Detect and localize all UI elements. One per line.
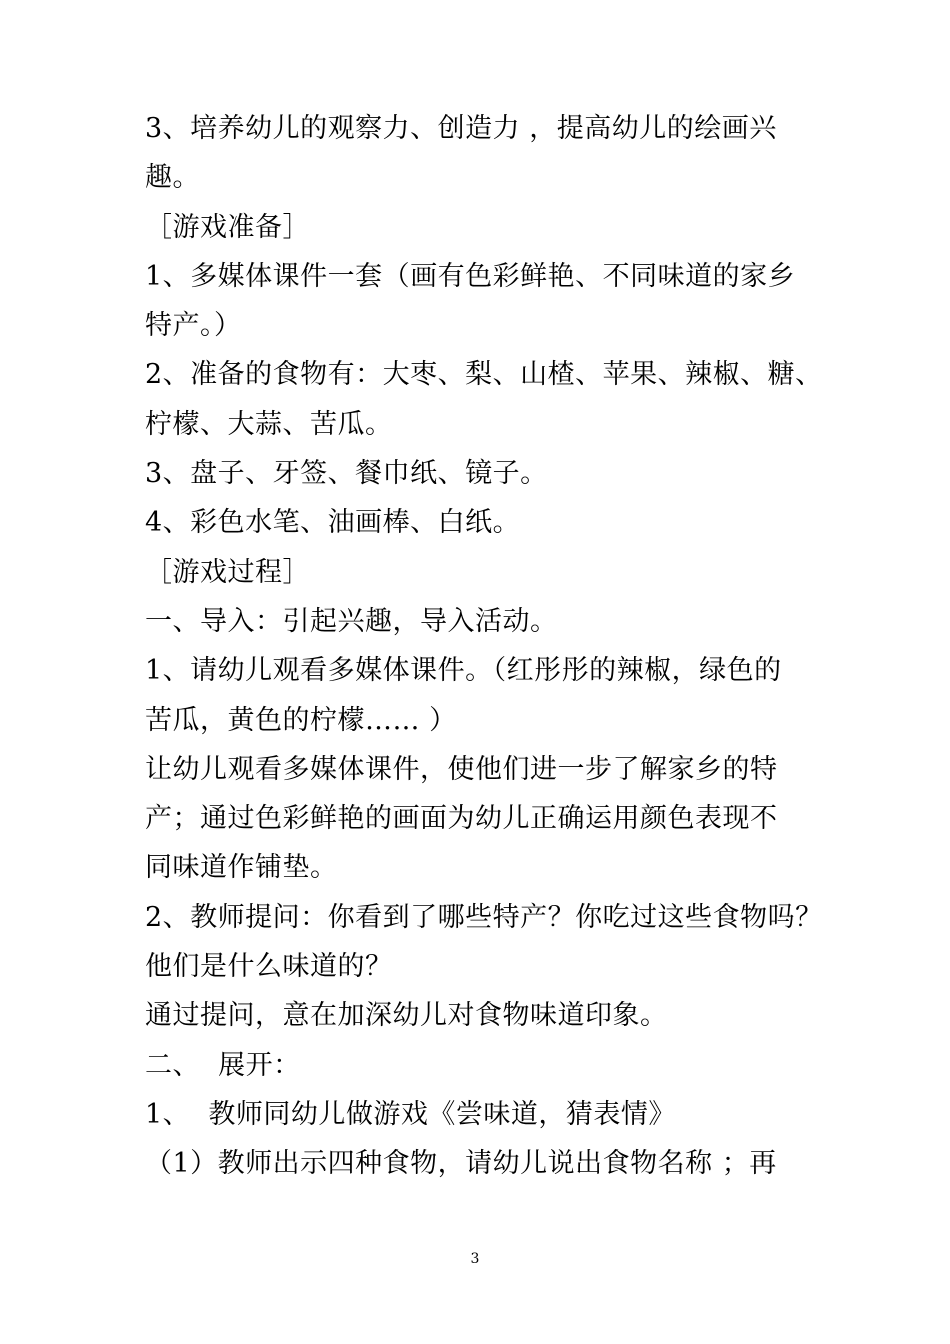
text-line: 苦瓜，黄色的柠檬…… ）: [145, 704, 457, 736]
text-line: 特产。）: [145, 310, 242, 342]
text-line: （1）教师出示四种食物，请幼儿说出食物名称 ；再: [145, 1148, 777, 1180]
document-body: [145, 104, 825, 1189]
text-line: 柠檬、大蒜、苦瓜。: [145, 408, 393, 440]
section-heading-game-process: ［游戏过程］: [145, 556, 310, 588]
text-line: 让幼儿观看多媒体课件，使他们进一步了解家乡的特: [145, 753, 778, 785]
section-heading-game-preparation: ［游戏准备］: [145, 211, 310, 243]
text-line: 一、导入：引起兴趣，导入活动。: [145, 605, 558, 637]
text-line: 2、教师提问：你看到了哪些特产？你吃过这些食物吗？: [145, 901, 823, 933]
text-line: 2、准备的食物有：大枣、梨、山楂、苹果、辣椒、糖、: [145, 359, 823, 391]
text-line: 3、盘子、牙签、餐巾纸、镜子。: [145, 458, 548, 490]
page-number: 3: [470, 1251, 480, 1267]
text-line: 他们是什么味道的？: [145, 951, 393, 983]
text-line: 3、培养幼儿的观察力、创造力 ，提高幼儿的绘画兴: [145, 113, 777, 144]
text-line: 通过提问，意在加深幼儿对食物味道印象。: [145, 1000, 668, 1032]
text-line: 1、 教师同幼儿做游戏《尝味道，猜表情》: [145, 1098, 676, 1130]
text-line: 同味道作铺垫。: [145, 852, 338, 884]
text-line: 1、请幼儿观看多媒体课件。（红彤彤的辣椒，绿色的: [145, 655, 782, 687]
text-line: 4、彩色水笔、油画棒、白纸。: [145, 507, 521, 539]
text-line: 趣。: [145, 162, 200, 194]
text-line: 1、多媒体课件一套（画有色彩鲜艳、不同味道的家乡: [145, 260, 796, 292]
text-line: 产；通过色彩鲜艳的画面为幼儿正确运用颜色表现不: [145, 803, 778, 835]
text-line: 二、 展开：: [145, 1049, 301, 1081]
